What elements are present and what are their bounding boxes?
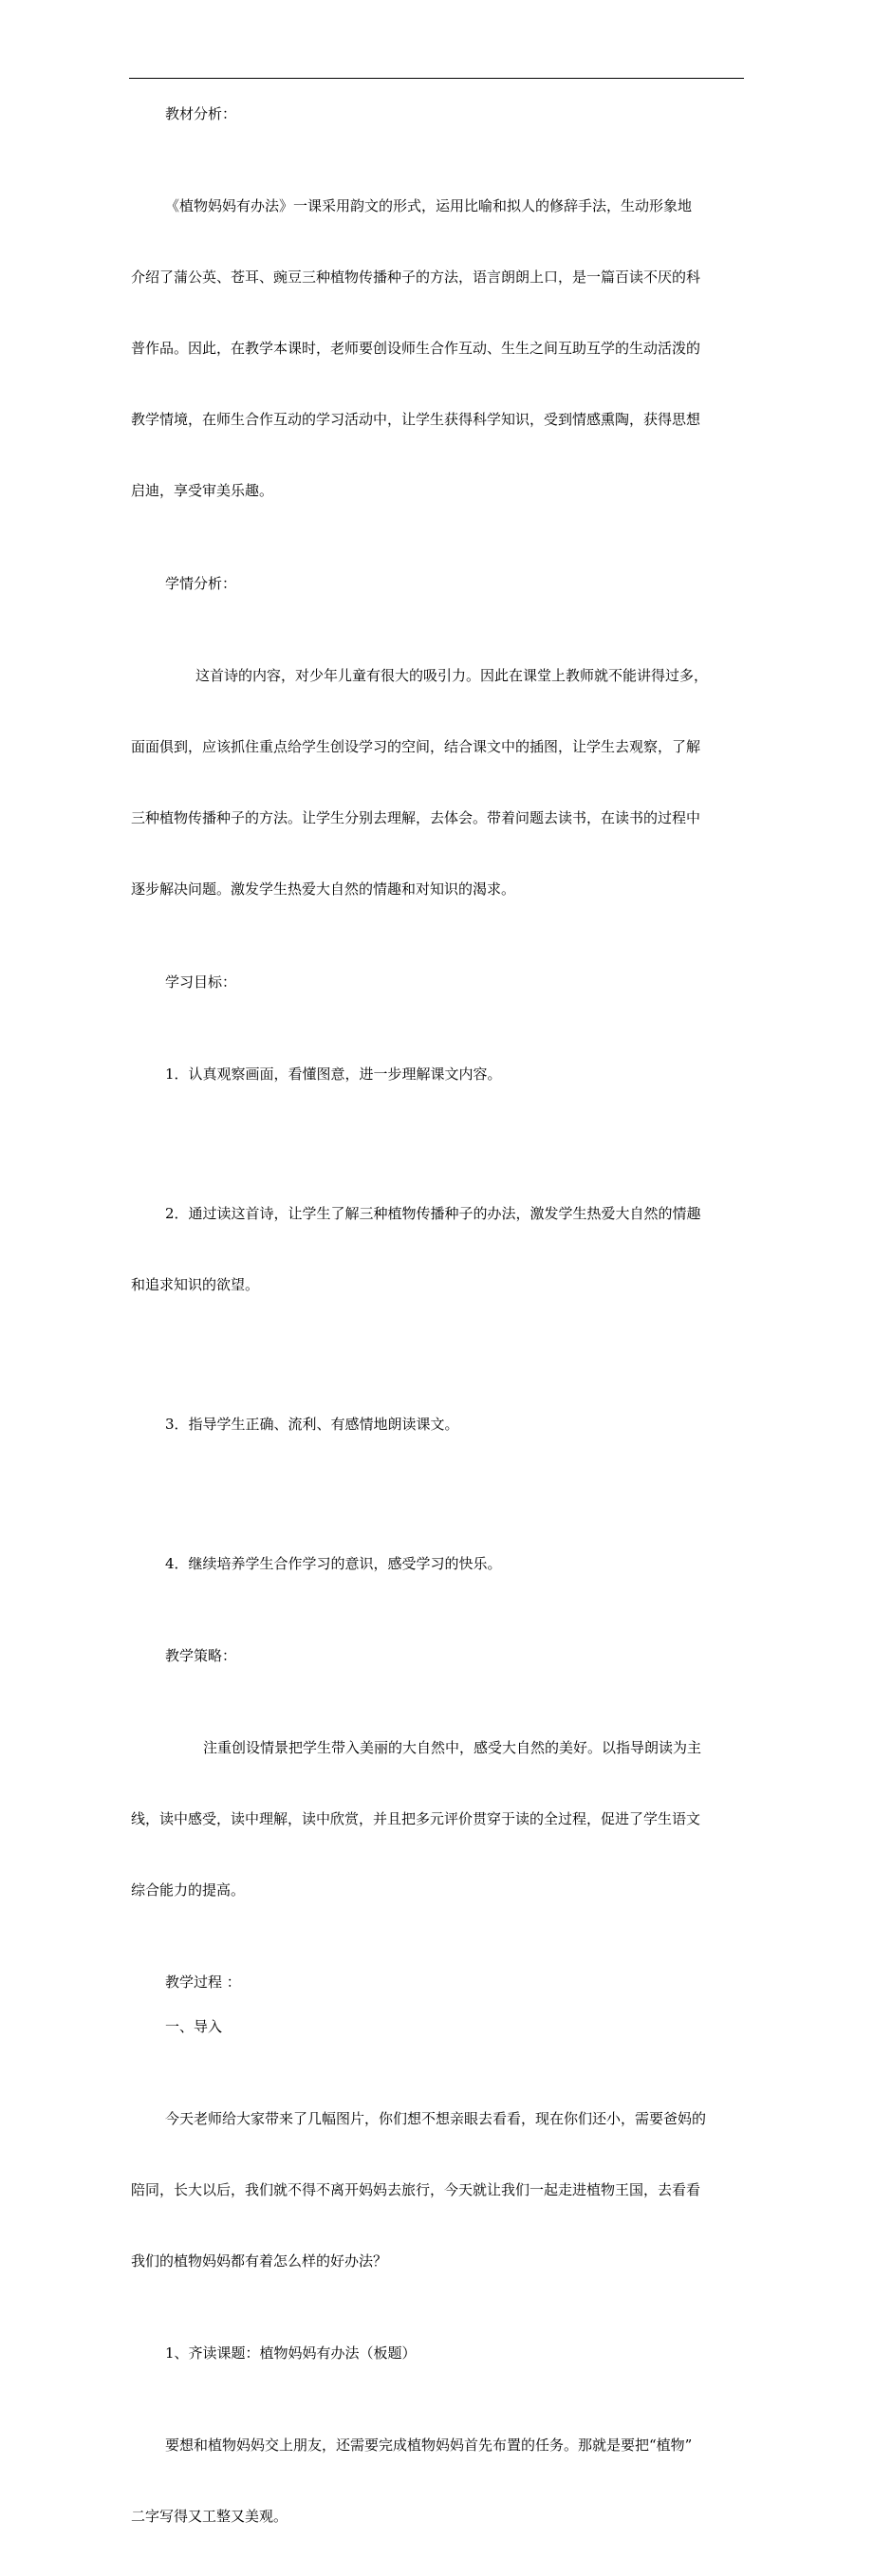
paragraph-line: 三种植物传播种子的方法。让学生分别去理解，去体会。带着问题去读书，在读书的过程中 (131, 809, 701, 826)
paragraph-line: 介绍了蒲公英、苍耳、豌豆三种植物传播种子的方法，语言朗朗上口，是一篇百读不厌的科 (131, 269, 701, 286)
section-heading-mubiao: 学习目标： (165, 973, 237, 991)
step-title: 1、齐读课题：植物妈妈有办法（板题） (165, 2344, 417, 2362)
paragraph-line: 面面俱到，应该抓住重点给学生创设学习的空间，结合课文中的插图，让学生去观察，了解 (131, 738, 701, 755)
paragraph-line: 这首诗的内容，对少年儿童有很大的吸引力。因此在课堂上教师就不能讲得过多， (195, 667, 709, 684)
paragraph-line: 注重创设情景把学生带入美丽的大自然中，感受大自然的美好。以指导朗读为主 (203, 1739, 702, 1756)
sub-heading-daoru: 一、导入 (165, 2018, 223, 2035)
objective-item-3 (131, 1365, 746, 1484)
section-heading-guocheng: 教学过程 ： (165, 1974, 241, 1991)
objective-line: 1．认真观察画面，看懂图意，进一步理解课文内容。 (165, 1066, 502, 1083)
paragraph-line: 《植物妈妈有办法》一课采用韵文的形式，运用比喻和拟人的修辞手法，生动形象地 (165, 197, 693, 214)
header-rule (129, 78, 744, 79)
paragraph-line: 要想和植物妈妈交上朋友，还需要完成植物妈妈首先布置的任务。那就是要把“植物” (165, 2437, 693, 2454)
document-page (131, 102, 746, 2576)
objective-item-1 (131, 1015, 746, 1134)
paragraph-jiaocai (131, 147, 746, 550)
paragraph-xueqing (131, 617, 746, 949)
section-heading-jiaocai: 教材分析： (165, 105, 237, 122)
paragraph-line: 今天老师给大家带来了几幅图片，你们想不想亲眼去看看，现在你们还小，需要爸妈的 (165, 2110, 707, 2127)
objective-line: 和追求知识的欲望。 (131, 1276, 260, 1293)
paragraph-line: 线，读中感受，读中理解，读中欣赏，并且把多元评价贯穿于读的全过程，促进了学生语文 (131, 1810, 701, 1827)
paragraph-line: 我们的植物妈妈都有着怎么样的好办法？ (131, 2252, 388, 2270)
paragraph-line: 普作品。因此，在教学本课时，老师要创设师生合作互动、生生之间互助互学的生动活泼的 (131, 340, 701, 357)
paragraph-line: 综合能力的提高。 (131, 1881, 246, 1899)
paragraph-line: 启迪，享受审美乐趣。 (131, 482, 274, 499)
paragraph-intro (131, 2060, 746, 2321)
section-heading-celue: 教学策略： (165, 1647, 237, 1664)
objective-line: 3．指导学生正确、流利、有感情地朗读课文。 (165, 1416, 459, 1433)
paragraph-line: 逐步解决问题。激发学生热爱大自然的情趣和对知识的渴求。 (131, 880, 516, 898)
objective-item-4 (131, 1505, 746, 1623)
paragraph-line: 陪同，长大以后，我们就不得不离开妈妈去旅行，今天就让我们一起走进植物王国，去看看 (131, 2181, 701, 2198)
objective-item-2 (131, 1155, 746, 1344)
objective-line: 4．继续培养学生合作学习的意识，感受学习的快乐。 (165, 1555, 502, 1572)
objective-line: 2．通过读这首诗，让学生了解三种植物传播种子的办法，激发学生热爱大自然的情趣 (165, 1205, 701, 1222)
section-heading-xueqing: 学情分析： (165, 575, 237, 592)
paragraph-celue (131, 1689, 746, 1950)
paragraph-line: 二字写得又工整又美观。 (131, 2508, 288, 2525)
paragraph-step (131, 2386, 746, 2576)
paragraph-line: 教学情境，在师生合作互动的学习活动中，让学生获得科学知识，受到情感熏陶，获得思想 (131, 411, 701, 428)
